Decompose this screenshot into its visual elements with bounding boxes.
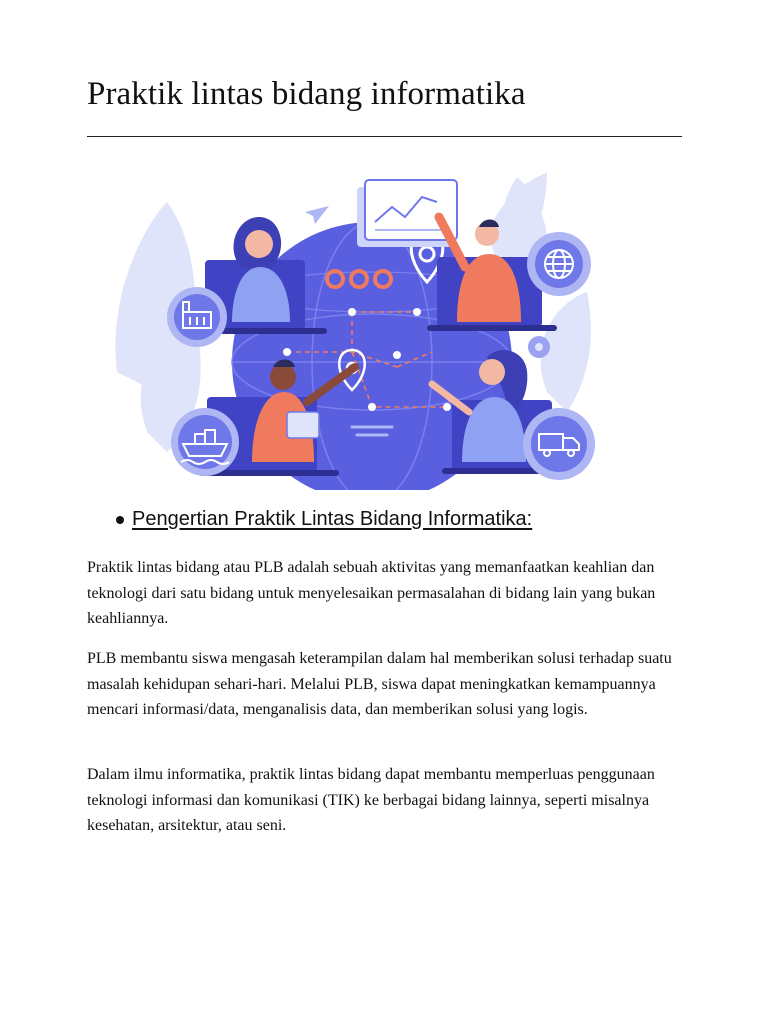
globe-badge	[527, 232, 591, 296]
paragraph-benefits: PLB membantu siswa mengasah keterampilan dalam hal memberikan solusi terhadap suatu masalah kehidupan sehari-hari. Melalui PLB, siswa dapat meningkatkan kemampuannya mencari informasi/data, menganalisis data, dan memberikan solusi yang logis.	[87, 650, 672, 718]
truck-badge	[523, 408, 595, 480]
title-divider	[87, 136, 682, 137]
paragraph-informatics: Dalam ilmu informatika, praktik lintas bidang dapat membantu memperluas penggunaan teknologi informasi dan komunikasi (TIK) ke berbagai bidang lainnya, seperti misalnya kesehatan, arsitektur, atau seni.	[87, 766, 655, 834]
factory-badge	[167, 287, 227, 347]
ship-badge	[171, 408, 239, 476]
bullet-dot	[116, 516, 124, 524]
cross-field-illustration	[87, 172, 681, 490]
page-title: Praktik lintas bidang informatika	[87, 76, 526, 112]
section-bullet	[116, 508, 532, 531]
paragraph-definition: Praktik lintas bidang atau PLB adalah sebuah aktivitas yang memanfaatkan keahlian dan teknologi dari satu bidang untuk menyelesaikan permasalahan di bidang lain yang bukan keahliannya.	[87, 559, 656, 627]
paper-plane-icon	[305, 206, 329, 224]
gear-icon	[528, 336, 550, 358]
section-heading: Pengertian Praktik Lintas Bidang Informatika:	[132, 508, 533, 530]
chart-board	[357, 180, 457, 247]
